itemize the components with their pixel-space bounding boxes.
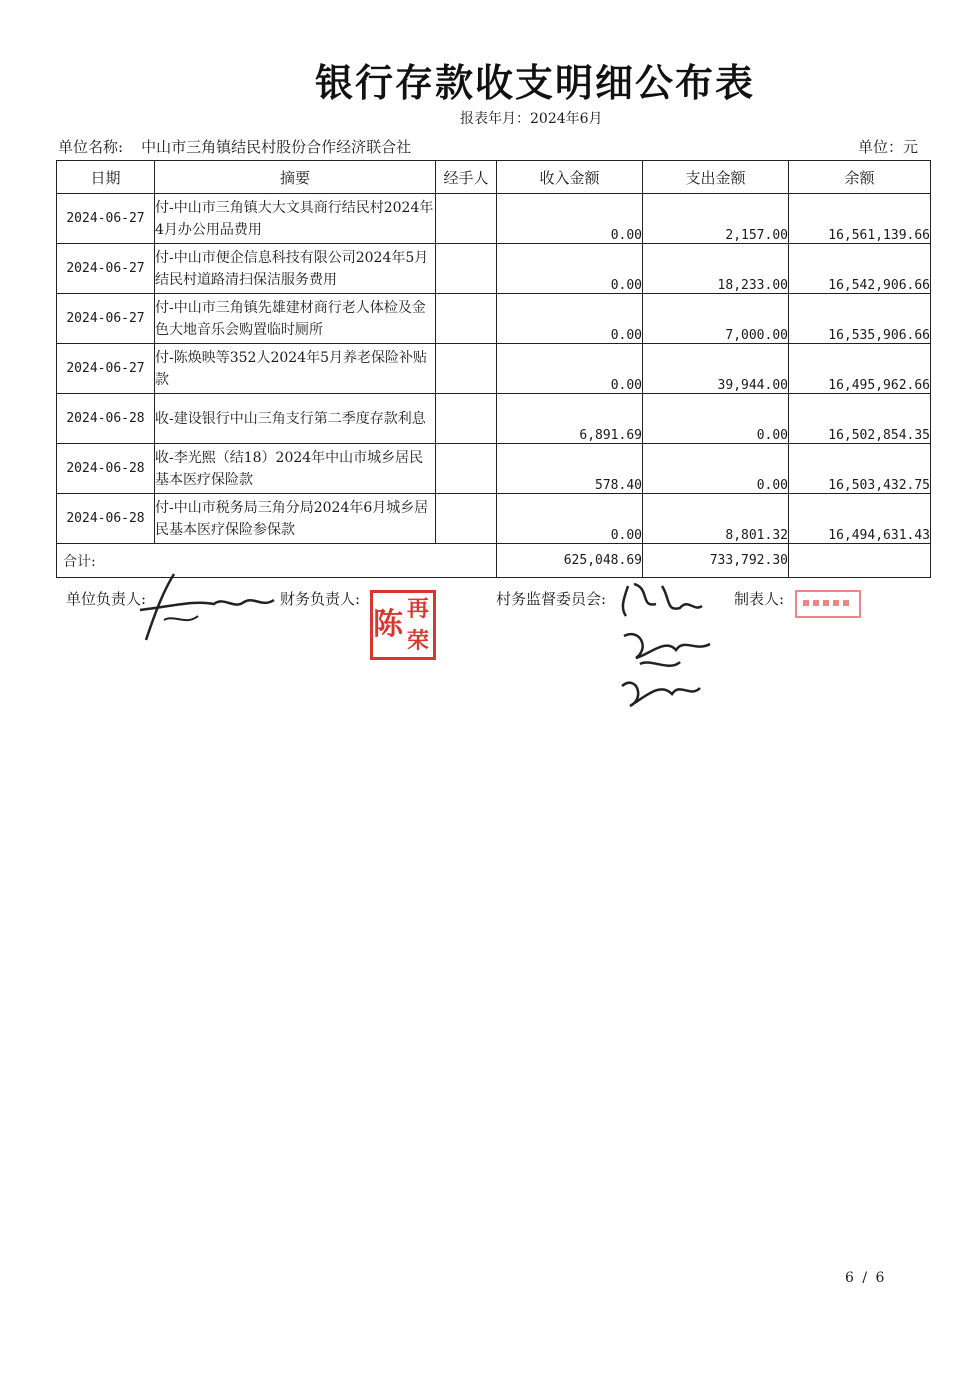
total-income: 625,048.69 [497,544,643,578]
header-balance: 余额 [789,161,931,194]
table-row [57,344,931,394]
ledger-table [56,160,931,578]
currency-unit: 单位：元 [858,138,919,156]
cell-balance: 16,494,631.43 [789,494,931,544]
table-row [57,294,931,344]
header-income: 收入金额 [497,161,643,194]
finance-seal [370,590,436,660]
cell-summary: 付-中山市税务局三角分局2024年6月城乡居民基本医疗保险参保款 [155,494,436,544]
cell-expense: 18,233.00 [643,244,789,294]
cell-summary: 收-李光熙（结18）2024年中山市城乡居民基本医疗保险款 [155,444,436,494]
header-date: 日期 [57,161,155,194]
cell-handler [436,394,497,444]
cell-date: 2024-06-28 [57,494,155,544]
cell-handler [436,194,497,244]
cell-summary: 收-建设银行中山三角支行第二季度存款利息 [155,394,436,444]
seal-char: 陈 [373,607,403,642]
table-row [57,494,931,544]
report-period: 报表年月：2024年6月 [460,111,603,127]
cell-date: 2024-06-27 [57,244,155,294]
cell-date: 2024-06-28 [57,444,155,494]
unit-head-signature [134,570,284,650]
cell-balance: 16,535,906.66 [789,294,931,344]
cell-expense: 8,801.32 [643,494,789,544]
cell-balance: 16,495,962.66 [789,344,931,394]
cell-income: 0.00 [497,344,643,394]
preparer-label: 制表人: [734,590,785,608]
cell-handler [436,244,497,294]
cell-date: 2024-06-27 [57,344,155,394]
cell-income: 0.00 [497,194,643,244]
cell-handler [436,344,497,394]
cell-balance: 16,542,906.66 [789,244,931,294]
table-row [57,394,931,444]
cell-income: 0.00 [497,494,643,544]
cell-summary: 付-中山市三角镇大大文具商行结民村2024年4月办公用品费用 [155,194,436,244]
cell-income: 578.40 [497,444,643,494]
cell-summary: 付-中山市三角镇先雄建材商行老人体检及金色大地音乐会购置临时厕所 [155,294,436,344]
cell-date: 2024-06-27 [57,194,155,244]
cell-expense: 7,000.00 [643,294,789,344]
cell-income: 0.00 [497,244,643,294]
header-handler: 经手人 [436,161,497,194]
total-label: 合计: [57,544,497,578]
cell-handler [436,494,497,544]
unit-name-line [58,136,411,157]
cell-balance: 16,503,432.75 [789,444,931,494]
cell-expense: 0.00 [643,444,789,494]
table-row [57,194,931,244]
cell-income: 0.00 [497,294,643,344]
cell-summary: 付-中山市便企信息科技有限公司2024年5月结民村道路清扫保洁服务费用 [155,244,436,294]
page-number: 6 / 6 [845,1270,887,1286]
cell-handler [436,294,497,344]
preparer-seal [795,590,861,618]
table-header-row [57,161,931,194]
cell-date: 2024-06-28 [57,394,155,444]
cell-expense: 0.00 [643,394,789,444]
cell-summary: 付-陈焕映等352人2024年5月养老保险补贴款 [155,344,436,394]
cell-handler [436,444,497,494]
header-summary: 摘要 [155,161,436,194]
total-balance [789,544,931,578]
cell-expense: 2,157.00 [643,194,789,244]
cell-balance: 16,502,854.35 [789,394,931,444]
header-expense: 支出金额 [643,161,789,194]
table-row [57,244,931,294]
cell-income: 6,891.69 [497,394,643,444]
unit-name: 中山市三角镇结民村股份合作经济联合社 [141,138,412,156]
seal-char: 再 [406,596,429,622]
unit-name-label: 单位名称: [58,138,124,156]
supervision-signatures [610,578,730,718]
finance-head-label: 财务负责人: [280,590,361,608]
cell-expense: 39,944.00 [643,344,789,394]
total-expense: 733,792.30 [643,544,789,578]
cell-balance: 16,561,139.66 [789,194,931,244]
seal-char: 荣 [406,628,429,654]
table-row [57,444,931,494]
page-title: 银行存款收支明细公布表 [314,60,755,105]
supervision-label: 村务监督委员会: [496,590,607,608]
cell-date: 2024-06-27 [57,294,155,344]
unit-head-label: 单位负责人: [66,590,147,608]
